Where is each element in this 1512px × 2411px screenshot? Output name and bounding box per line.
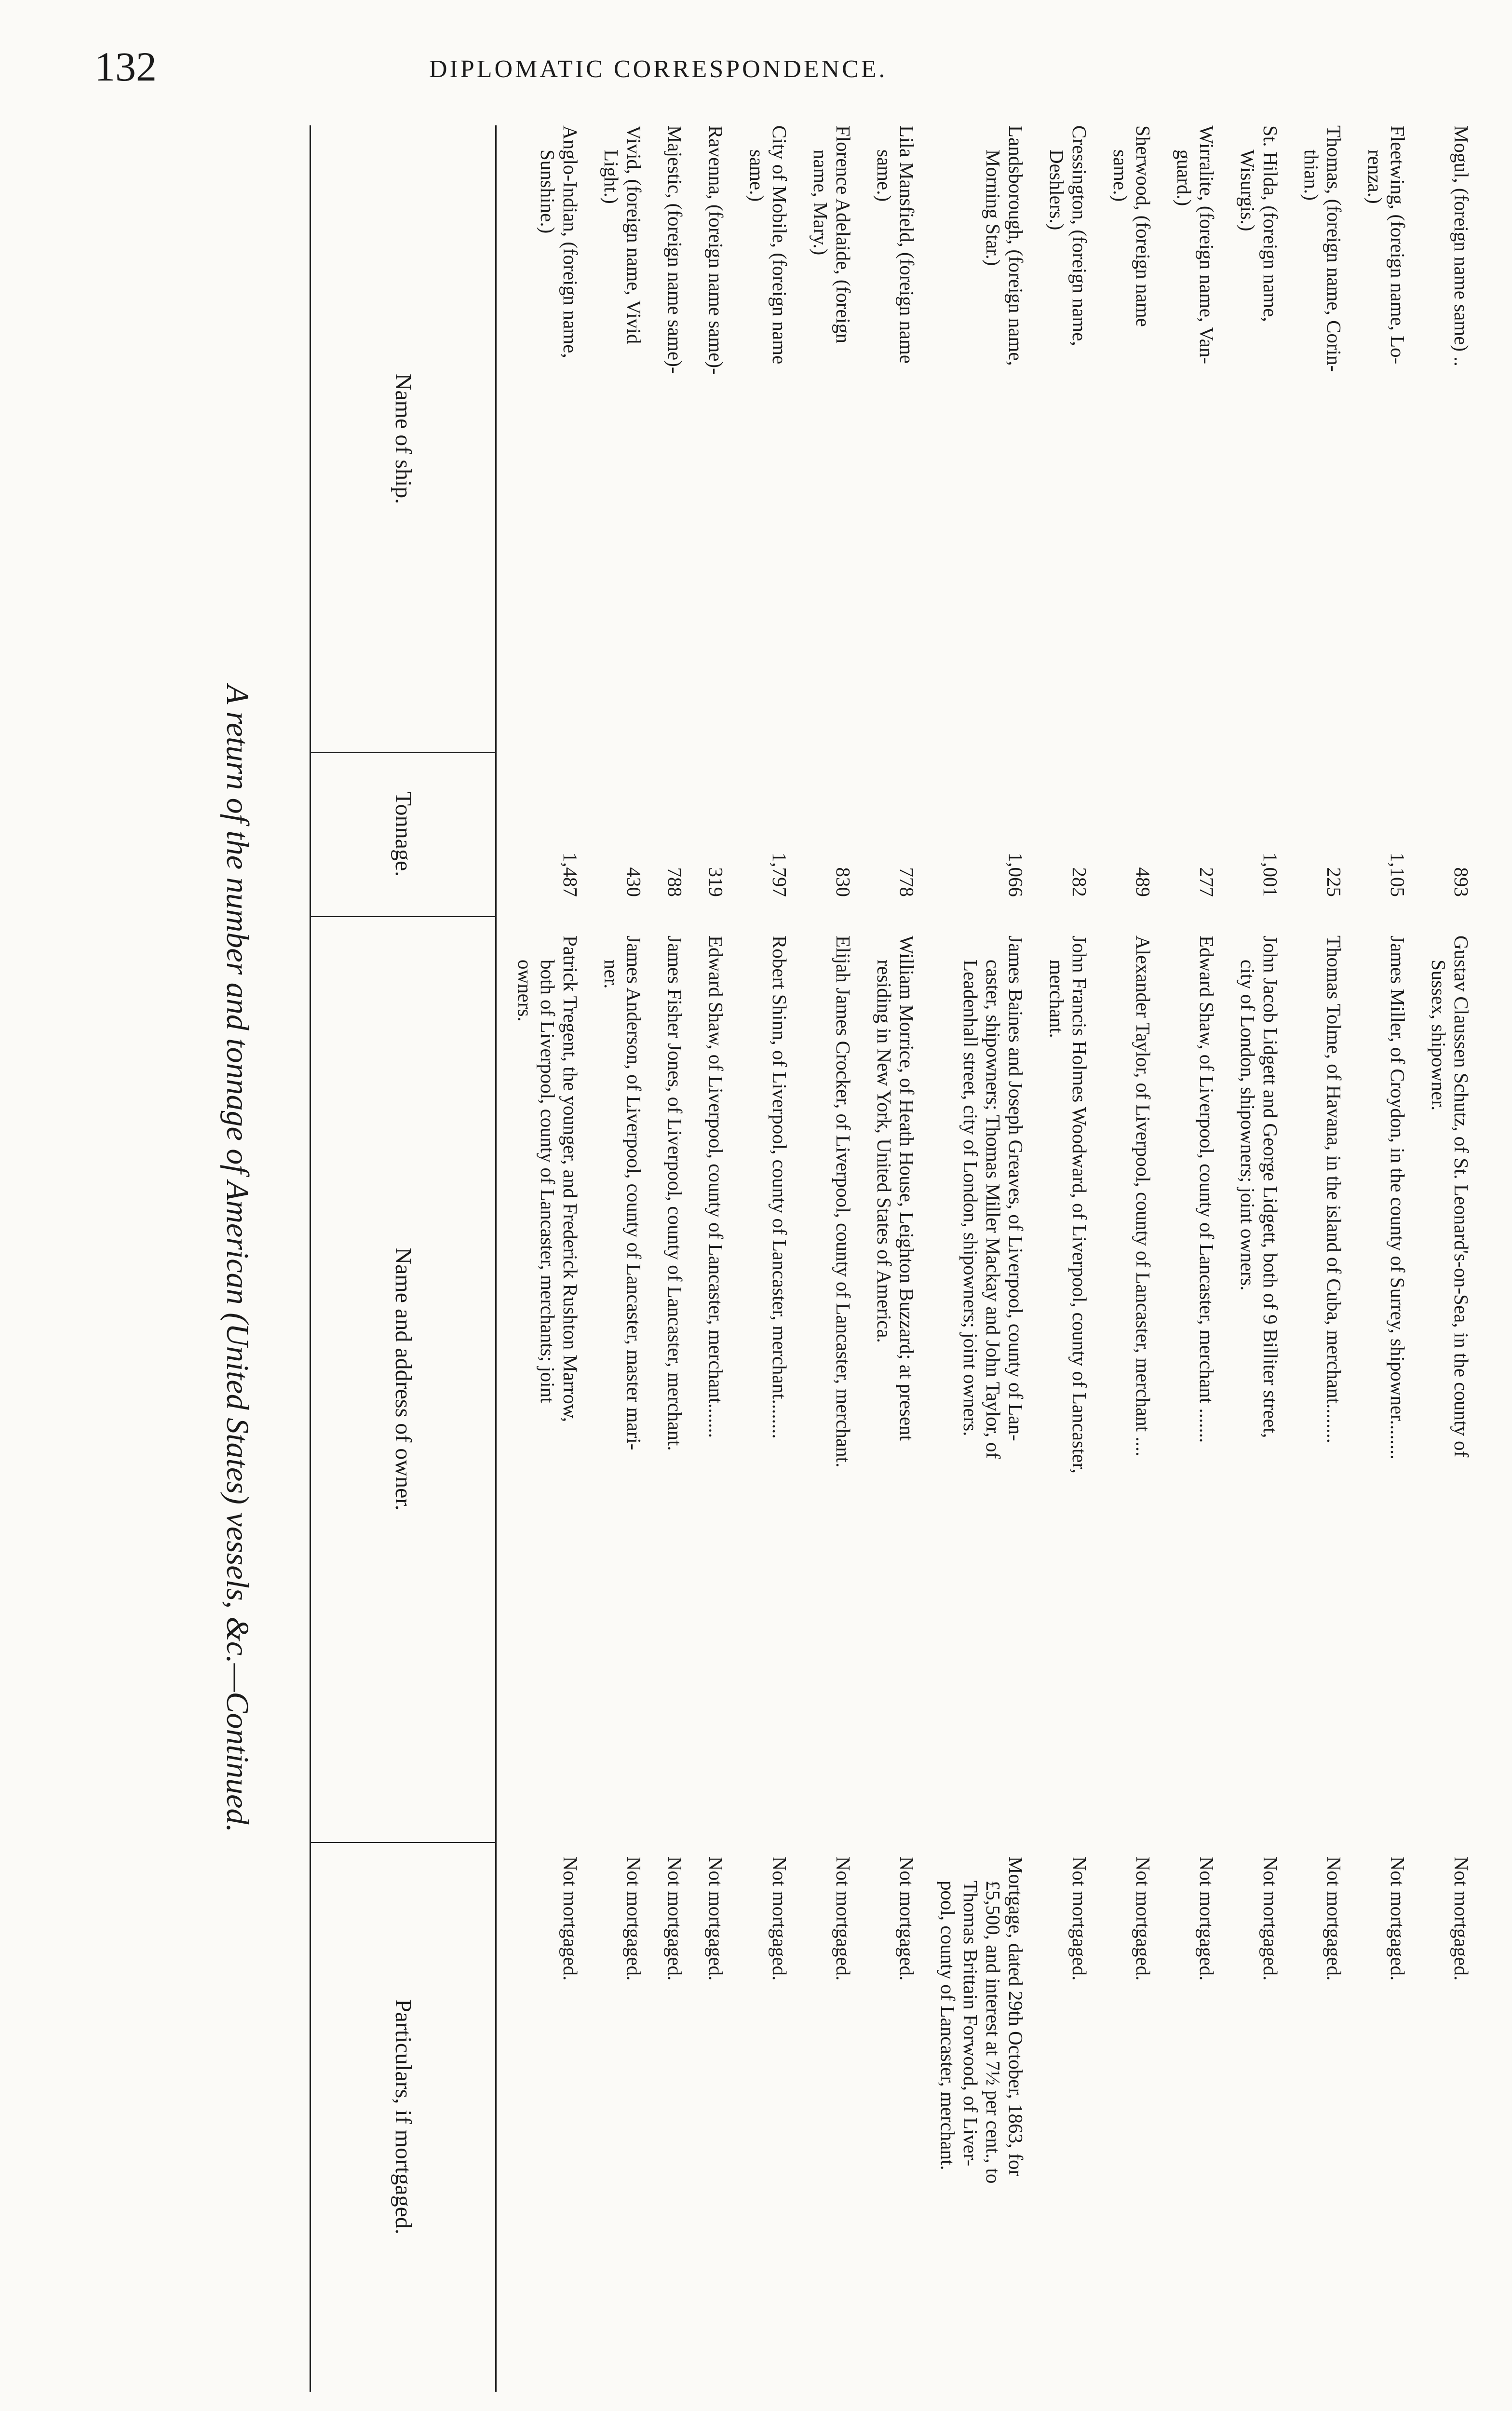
- tonnage-value: 1,001: [1259, 852, 1282, 897]
- ship-name-cell: [1045, 125, 1091, 747]
- mortgage-cell: [745, 1856, 791, 2377]
- owner-cell: [1045, 935, 1091, 1832]
- ship-name-cell: [745, 125, 791, 747]
- owner-line: John Francis Holmes Woodward, of Liverpool, county of Lancaster,: [1068, 935, 1091, 1474]
- top-rule: [495, 125, 497, 2392]
- owner-line: residing in New York, United States of America.: [873, 960, 895, 1343]
- owner-line: James Baines and Joseph Greaves, of Liverpool, county of Lan-: [1005, 935, 1027, 1441]
- table-row: [663, 125, 686, 2392]
- owner-cell: [600, 935, 645, 1832]
- ship-name-cell: [1236, 125, 1282, 747]
- ship-name-line: Mogul, (foreign name same) ..: [1450, 125, 1472, 366]
- mortgage-line: pool, county of Lancaster, merchant.: [937, 1881, 959, 2170]
- mortgage-line: Not mortgaged.: [1196, 1856, 1218, 1981]
- ship-name-line: Light.): [600, 149, 622, 204]
- mortgage-cell: [600, 1856, 645, 2377]
- table-row: [1300, 125, 1345, 2392]
- ship-name-line: Lila Mansfield, (foreign name: [896, 125, 918, 364]
- tonnage-cell: [936, 752, 1027, 897]
- mortgage-cell: [513, 1856, 581, 2377]
- ship-name-line: St. Hilda, (foreign name,: [1259, 125, 1282, 322]
- column-header-owner: Name and address of owner.: [391, 1247, 416, 1511]
- column-header-mortgage: Particulars, if mortgaged.: [391, 1999, 416, 2235]
- table-caption: A return of the number and tonnage of American (United States) vessels, &c.—Continued.: [220, 685, 255, 1832]
- owner-cell: [1236, 935, 1282, 1832]
- mortgage-cell: [1236, 1856, 1282, 2377]
- mortgage-line: Mortgage, dated 29th October, 1863, for: [1005, 1856, 1027, 2177]
- ship-name-line: guard.): [1173, 149, 1195, 206]
- ship-name-line: Ravenna, (foreign name same)-: [705, 125, 727, 375]
- owner-line: Elijah James Crocker, of Liverpool, county of Lancaster, merchant.: [832, 935, 854, 1468]
- owner-line: James Fisher Jones, of Liverpool, county of Lancaster, merchant.: [664, 935, 686, 1451]
- ship-name-line: Cressington, (foreign name,: [1068, 125, 1091, 346]
- table-row: [704, 125, 727, 2392]
- column-header-ship: Name of ship.: [391, 373, 416, 504]
- mortgage-line: Not mortgaged.: [1132, 1856, 1154, 1981]
- mortgage-cell: [1173, 1856, 1218, 2377]
- mortgage-line: Not mortgaged.: [769, 1856, 791, 1981]
- mortgage-cell: [1300, 1856, 1345, 2377]
- mortgage-line: Not mortgaged.: [1068, 1856, 1091, 1981]
- ship-name-cell: [663, 125, 686, 747]
- mortgage-cell: [936, 1856, 1027, 2377]
- tonnage-cell: [663, 752, 686, 897]
- owner-line: both of Liverpool, county of Lancaster, merchants; joint: [537, 960, 559, 1403]
- ship-name-line: Anglo-Indian, (foreign name,: [559, 125, 581, 358]
- ship-name-line: Morning Star.): [982, 149, 1004, 266]
- table-row: [1173, 125, 1218, 2392]
- table-row: [1045, 125, 1091, 2392]
- mortgage-line: Not mortgaged.: [1387, 1856, 1409, 1981]
- ship-name-line: Thomas, (foreign name, Corin-: [1323, 125, 1345, 372]
- table-row: [513, 125, 581, 2392]
- ship-name-line: name, Mary.): [810, 149, 832, 256]
- owner-cell: [663, 935, 686, 1832]
- table-row: [745, 125, 791, 2392]
- ship-name-cell: [809, 125, 854, 747]
- ship-name-line: renza.): [1364, 149, 1386, 204]
- mortgage-line: Not mortgaged.: [832, 1856, 854, 1981]
- tonnage-cell: [513, 752, 581, 897]
- tonnage-cell: [704, 752, 727, 897]
- owner-line: Gustav Claussen Schutz, of St. Leonard's-on-Sea, in the county of: [1450, 935, 1472, 1458]
- owner-line: Sussex, shipowner.: [1428, 960, 1450, 1111]
- ship-name-line: Wirralite, (foreign name, Van-: [1196, 125, 1218, 365]
- ship-name-line: same.): [1109, 149, 1132, 202]
- tonnage-value: 430: [623, 867, 645, 897]
- table-row: [1427, 125, 1472, 2392]
- tonnage-value: 830: [832, 867, 854, 897]
- tonnage-value: 489: [1132, 867, 1154, 897]
- ship-name-cell: [1173, 125, 1218, 747]
- owner-line: Robert Shinn, of Liverpool, county of Lancaster, merchant........: [769, 935, 791, 1439]
- ship-name-cell: [1427, 125, 1472, 747]
- mortgage-line: Not mortgaged.: [664, 1856, 686, 1981]
- table-row: [1236, 125, 1282, 2392]
- tonnage-cell: [1045, 752, 1091, 897]
- table-row: [873, 125, 918, 2392]
- owner-cell: [1364, 935, 1409, 1832]
- ship-name-line: thian.): [1300, 149, 1323, 201]
- ship-name-cell: [1109, 125, 1154, 747]
- tonnage-value: 277: [1196, 867, 1218, 897]
- mortgage-line: Thomas Brittain Forwood, of Liver-: [959, 1881, 982, 2167]
- ship-name-cell: [936, 125, 1027, 747]
- ship-name-line: Deshlers.): [1046, 149, 1068, 230]
- table-row: [600, 125, 645, 2392]
- rotated-table-block: [121, 125, 1471, 2392]
- ship-name-line: Fleetwing, (foreign name, Lo-: [1387, 125, 1409, 365]
- mortgage-line: Not mortgaged.: [1323, 1856, 1345, 1981]
- owner-cell: [513, 935, 581, 1832]
- header-rule-right: [310, 125, 311, 2392]
- tonnage-value: 282: [1068, 867, 1091, 897]
- mortgage-line: £5,500, and interest at 7½ per cent., to: [982, 1881, 1004, 2184]
- tonnage-value: 225: [1323, 867, 1345, 897]
- vessel-table: [299, 125, 1471, 2392]
- owner-cell: [1300, 935, 1345, 1832]
- owner-line: merchant.: [1046, 960, 1068, 1038]
- mortgage-cell: [1045, 1856, 1091, 2377]
- ship-name-cell: [513, 125, 581, 747]
- owner-cell: [1427, 935, 1472, 1832]
- mortgage-line: Not mortgaged.: [1450, 1856, 1472, 1981]
- mortgage-cell: [1427, 1856, 1472, 2377]
- tonnage-cell: [1364, 752, 1409, 897]
- mortgage-line: Not mortgaged.: [623, 1856, 645, 1981]
- owner-line: Patrick Tregent, the younger, and Frederick Rushton Marrow,: [559, 935, 581, 1422]
- owner-line: James Miller, of Croydon, in the county of Surrey, shipowner........: [1387, 935, 1409, 1460]
- owner-cell: [873, 935, 918, 1832]
- mortgage-cell: [663, 1856, 686, 2377]
- table-row: [1364, 125, 1409, 2392]
- tonnage-cell: [1109, 752, 1154, 897]
- ship-name-line: Wisurgis.): [1237, 149, 1259, 231]
- tonnage-cell: [1236, 752, 1282, 897]
- tonnage-cell: [809, 752, 854, 897]
- owner-line: caster, shipowners; Thomas Miller Mackay and John Taylor, of: [982, 960, 1004, 1459]
- owner-cell: [745, 935, 791, 1832]
- column-header-tonnage: Tonnage.: [391, 791, 416, 877]
- owner-line: John Jacob Lidgett and George Lidgett, both of 9 Billiter street,: [1259, 935, 1282, 1438]
- ship-name-cell: [1364, 125, 1409, 747]
- tonnage-cell: [1427, 752, 1472, 897]
- table-row: [936, 125, 1027, 2392]
- owner-cell: [936, 935, 1027, 1832]
- tonnage-value: 1,105: [1387, 852, 1409, 897]
- owner-cell: [809, 935, 854, 1832]
- mortgage-cell: [1364, 1856, 1409, 2377]
- owner-cell: [1109, 935, 1154, 1832]
- ship-name-cell: [1300, 125, 1345, 747]
- mortgage-line: Not mortgaged.: [1259, 1856, 1282, 1981]
- ship-name-line: City of Mobile, (foreign name: [769, 125, 791, 365]
- owner-line: Thomas Tolme, of Havana, in the island of Cuba, merchant........: [1323, 935, 1345, 1444]
- owner-line: Leadenhall street, city of London, shipowners; joint owners.: [959, 960, 982, 1436]
- tonnage-value: 788: [664, 867, 686, 897]
- owner-line: William Morrice, of Heath House, Leighton Buzzard; at present: [896, 935, 918, 1441]
- owner-line: James Anderson, of Liverpool, county of Lancaster, master mari-: [623, 935, 645, 1450]
- owner-line: Edward Shaw, of Liverpool, county of Lancaster, merchant.......: [705, 935, 727, 1438]
- ship-name-line: Majestic, (foreign name same)-: [664, 125, 686, 374]
- ship-name-cell: [600, 125, 645, 747]
- tonnage-value: 1,066: [1005, 852, 1027, 897]
- tonnage-cell: [745, 752, 791, 897]
- owner-cell: [704, 935, 727, 1832]
- owner-line: Edward Shaw, of Liverpool, county of Lancaster, merchant .......: [1196, 935, 1218, 1443]
- owner-line: ner.: [600, 960, 622, 989]
- page-number: 132: [94, 43, 157, 90]
- ship-name-cell: [704, 125, 727, 747]
- ship-name-line: Landsborough, (foreign name,: [1005, 125, 1027, 366]
- ship-name-line: Sunshine.): [537, 149, 559, 234]
- tonnage-value: 893: [1450, 867, 1472, 897]
- mortgage-cell: [704, 1856, 727, 2377]
- tonnage-cell: [600, 752, 645, 897]
- table-row: [809, 125, 854, 2392]
- running-head: DIPLOMATIC CORRESPONDENCE.: [429, 55, 888, 83]
- table-row: [1109, 125, 1154, 2392]
- ship-name-line: Sherwood, (foreign name: [1132, 125, 1154, 327]
- tonnage-cell: [873, 752, 918, 897]
- tonnage-cell: [1173, 752, 1218, 897]
- ship-name-cell: [873, 125, 918, 747]
- tonnage-value: 319: [705, 867, 727, 897]
- tonnage-value: 778: [896, 867, 918, 897]
- tonnage-value: 1,797: [769, 852, 791, 897]
- mortgage-line: Not mortgaged.: [896, 1856, 918, 1981]
- tonnage-value: 1,487: [559, 852, 581, 897]
- owner-cell: [1173, 935, 1218, 1832]
- mortgage-line: Not mortgaged.: [559, 1856, 581, 1981]
- mortgage-cell: [1109, 1856, 1154, 2377]
- tonnage-cell: [1300, 752, 1345, 897]
- ship-name-line: same.): [873, 149, 895, 202]
- owner-line: owners.: [514, 960, 536, 1022]
- ship-name-line: Florence Adelaide, (foreign: [832, 125, 854, 343]
- owner-line: city of London, shipowners; joint owners.: [1237, 960, 1259, 1291]
- mortgage-cell: [873, 1856, 918, 2377]
- owner-line: Alexander Taylor, of Liverpool, county of Lancaster, merchant ....: [1132, 935, 1154, 1457]
- ship-name-line: Vivid, (foreign name, Vivid: [623, 125, 645, 344]
- ship-name-line: same.): [746, 149, 768, 202]
- mortgage-line: Not mortgaged.: [705, 1856, 727, 1981]
- mortgage-cell: [809, 1856, 854, 2377]
